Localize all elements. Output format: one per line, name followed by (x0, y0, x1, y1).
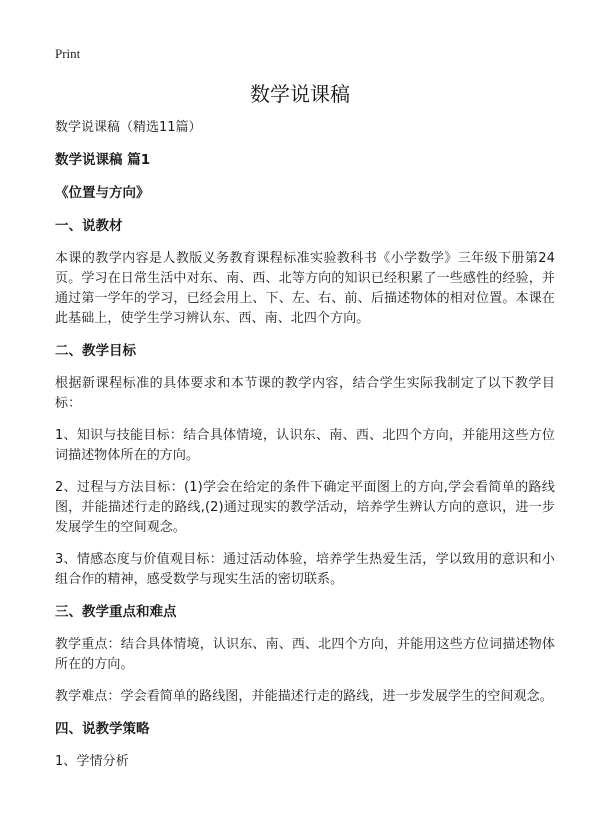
section-paragraph: 教学难点：学会看简单的路线图，并能描述行走的路线，进一步发展学生的空间观念。 (55, 689, 553, 704)
section-paragraph: 1、知识与技能目标：结合具体情境，认识东、南、西、北四个方向，并能用这些方位词描述物体所在的方向。 (55, 428, 555, 463)
section-paragraph: 3、情感态度与价值观目标：通过活动体验，培养学生热爱生活，学以致用的意识和小组合作的精神，感受数学与现实生活的密切联系。 (55, 552, 555, 587)
print-link[interactable]: Print (55, 46, 81, 61)
page-title: 数学说课稿 (250, 82, 350, 106)
section-heading: 二、教学目标 (55, 343, 136, 359)
section-paragraph: 本课的教学内容是人教版义务教育课程标准实验教科书《小学数学》三年级下册第24页。学习在日常生活中对东、南、西、北等方向的知识已经积累了一些感性的经验，并通过第一学年的学习，已经会用上、下、左、右、前、后描述物体的相对位置。本课在此基础上，使学生学习辨认东、西、南、北四个方向。 (55, 251, 555, 326)
section-paragraph: 2、过程与方法目标：(1)学会在给定的条件下确定平面图上的方向,学会看简单的路线图，并能描述行走的路线,(2)通过现实的教学活动，培养学生辨认方向的意识，进一步发展学生的空间观念。 (55, 480, 555, 535)
document-body (55, 118, 555, 784)
article-heading: 数学说课稿 篇1 (55, 152, 151, 168)
section-paragraph: 根据新课程标准的具体要求和本节课的教学内容，结合学生实际我制定了以下教学目标： (55, 376, 555, 411)
section-paragraph: 1、学情分析 (55, 754, 129, 769)
section-heading: 三、教学重点和难点 (55, 604, 177, 620)
lesson-title: 《位置与方向》 (55, 185, 150, 201)
section-heading: 一、说教材 (55, 218, 123, 234)
section-paragraph: 教学重点：结合具体情境，认识东、南、西、北四个方向，并能用这些方位词描述物体所在的方向。 (55, 637, 555, 672)
document-subtitle: 数学说课稿（精选11篇） (55, 120, 202, 135)
section-heading: 四、说教学策略 (55, 721, 150, 737)
